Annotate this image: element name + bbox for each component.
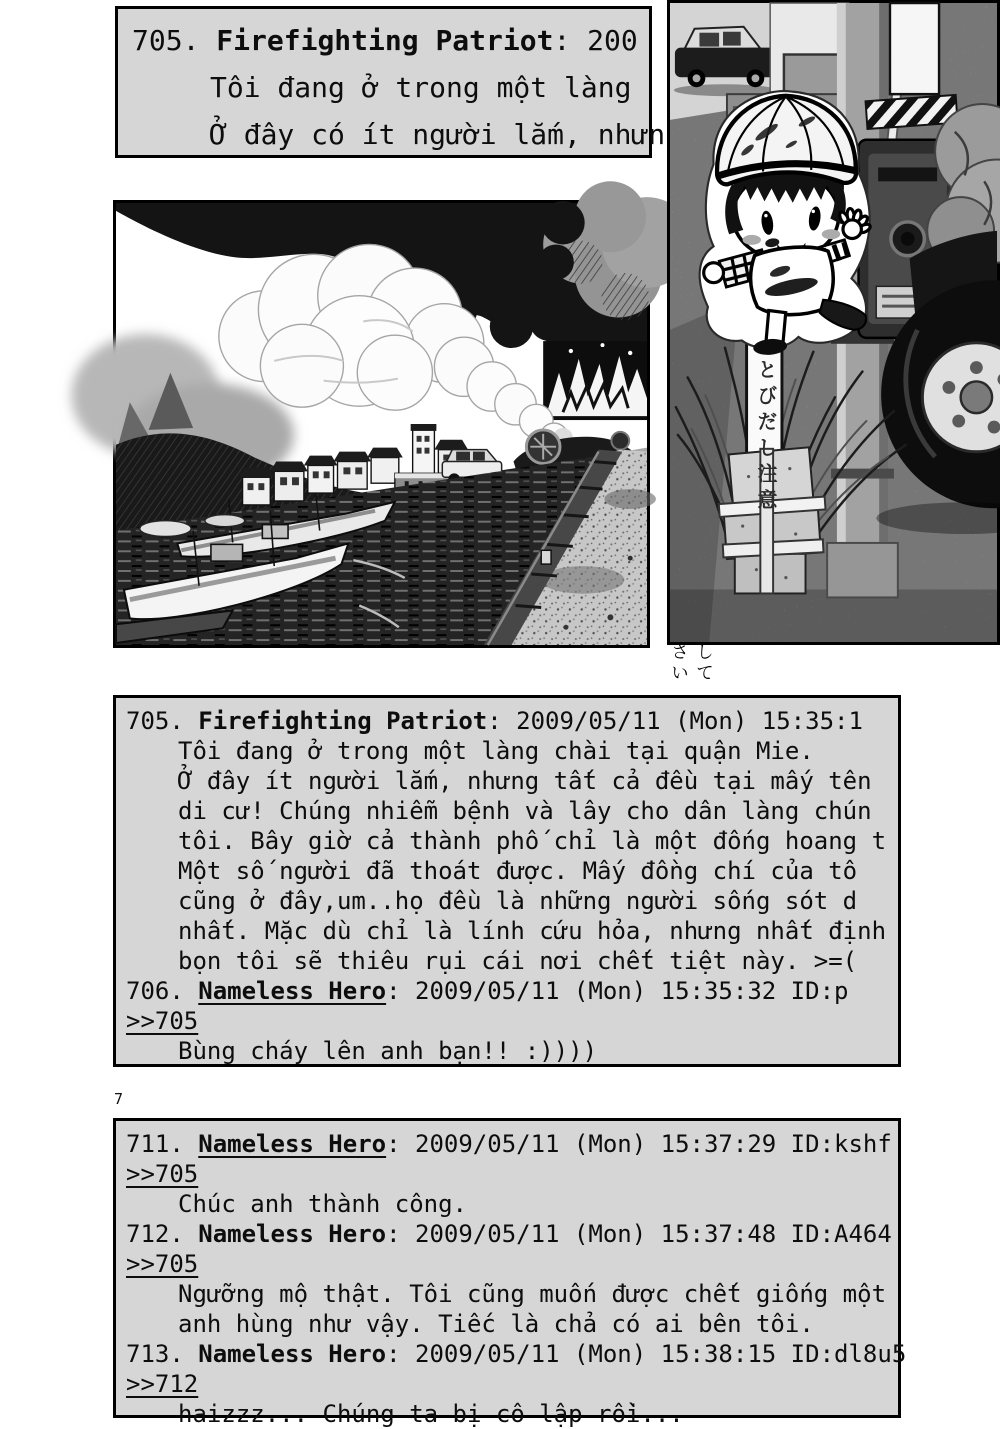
post-text: 705. bbox=[132, 24, 217, 57]
post-line bbox=[132, 64, 649, 111]
post-text: haizzz... Chúng ta bị cô lập rồi... bbox=[178, 1400, 684, 1428]
post-text: : 2009/05/11 (Mon) 15:35:1 bbox=[487, 707, 863, 735]
post-text: Ở đây ít người lắm, nhưng tất cả đều tại mấy tên bbox=[178, 767, 872, 795]
post-text: Ở đây có ít người lắm, nhưn bbox=[210, 118, 666, 151]
post-text: 713. bbox=[126, 1340, 199, 1368]
post-line bbox=[126, 796, 898, 826]
post-link: >>705 bbox=[126, 1160, 199, 1188]
post-text: : 2009/05/11 (Mon) 15:37:48 ID:A464 bbox=[386, 1220, 892, 1248]
post-text: Một số người đã thoát được. Mấy đồng chí của tô bbox=[178, 857, 858, 885]
post-line bbox=[126, 916, 898, 946]
post-text: : 2009/05/11 (Mon) 15:37:29 ID:kshf bbox=[386, 1130, 892, 1158]
post-line bbox=[126, 1159, 898, 1189]
page-number: 7 bbox=[114, 1090, 124, 1108]
post-text: tôi. Bây giờ cả thành phố chỉ là một đống hoang t bbox=[178, 827, 887, 855]
post-text: di cư! Chúng nhiễm bệnh và lây cho dân làng chún bbox=[178, 797, 872, 825]
post-line bbox=[126, 1369, 898, 1399]
post-text: Bùng cháy lên anh bạn!! :)))) bbox=[178, 1037, 598, 1065]
post-text: Tôi đang ở trong một làng bbox=[210, 71, 632, 104]
post-text: nhất. Mặc dù chỉ là lính cứu hỏa, nhưng nhất định bbox=[178, 917, 887, 945]
post-text: bọn tôi sẽ thiêu rụi cái nơi chết tiệt này. >=( bbox=[178, 947, 858, 975]
post-text: 711. bbox=[126, 1130, 199, 1158]
post-line bbox=[126, 1399, 898, 1429]
street-scene-art bbox=[670, 3, 997, 642]
post-line bbox=[126, 1339, 907, 1369]
manga-panel-street-mascot bbox=[667, 0, 1000, 684]
post-line bbox=[126, 1129, 898, 1159]
post-text: 712. bbox=[126, 1220, 199, 1248]
post-link: >>712 bbox=[126, 1370, 199, 1398]
post-author: Firefighting Patriot bbox=[216, 24, 554, 57]
post-text: anh hùng như vậy. Tiếc là chả có ai bên tôi. bbox=[178, 1310, 814, 1338]
pole-sign-col-right: して bbox=[693, 642, 714, 684]
post-line bbox=[126, 856, 898, 886]
post-text: : 200 bbox=[553, 24, 638, 57]
post-line bbox=[126, 1036, 898, 1066]
post-text: cũng ở đây,um..họ đều là những người sống sót d bbox=[178, 887, 858, 915]
post-text: Ngưỡng mộ thật. Tôi cũng muốn được chết giống một bbox=[178, 1280, 887, 1308]
post-author: Nameless Hero bbox=[198, 1220, 387, 1248]
post-link: Nameless Hero bbox=[198, 1130, 387, 1158]
forum-post-box-middle bbox=[113, 695, 901, 1067]
post-line bbox=[126, 1309, 898, 1339]
post-line bbox=[126, 946, 898, 976]
post-line bbox=[126, 706, 898, 736]
post-line bbox=[126, 766, 898, 796]
post-line bbox=[126, 1006, 898, 1036]
flames bbox=[543, 341, 647, 420]
caution-sign-text: とびだし注意 bbox=[754, 359, 778, 515]
forum-post-box-top bbox=[115, 6, 666, 158]
post-line bbox=[132, 17, 649, 64]
post-link: >>705 bbox=[126, 1007, 199, 1035]
post-text: Chúc anh thành công. bbox=[178, 1190, 467, 1218]
post-text: : 2009/05/11 (Mon) 15:35:32 ID:p bbox=[386, 977, 849, 1005]
post-line bbox=[126, 886, 898, 916]
post-line bbox=[126, 826, 898, 856]
post-line bbox=[132, 111, 666, 158]
post-link: Nameless Hero bbox=[198, 977, 387, 1005]
post-line bbox=[126, 1279, 898, 1309]
post-text: : 2009/05/11 (Mon) 15:38:15 ID:dl8u5 bbox=[386, 1340, 907, 1368]
post-line bbox=[126, 1219, 898, 1249]
post-text: 705. bbox=[126, 707, 199, 735]
post-line bbox=[126, 1249, 898, 1279]
post-text: 706. bbox=[126, 977, 199, 1005]
post-author: Firefighting Patriot bbox=[198, 707, 488, 735]
mascot-sticker bbox=[700, 91, 872, 356]
post-line bbox=[126, 736, 898, 766]
post-author: Nameless Hero bbox=[198, 1340, 387, 1368]
post-line bbox=[126, 1189, 898, 1219]
manga-panel-burning-village bbox=[113, 200, 650, 648]
forum-post-box-bottom bbox=[113, 1118, 907, 1428]
post-text: Tôi đang ở trong một làng chài tại quận Mie. bbox=[178, 737, 814, 765]
pole-sign-col-left: さい bbox=[668, 642, 689, 684]
burning-village-art bbox=[116, 203, 647, 645]
post-line bbox=[126, 976, 898, 1006]
post-link: >>705 bbox=[126, 1250, 199, 1278]
